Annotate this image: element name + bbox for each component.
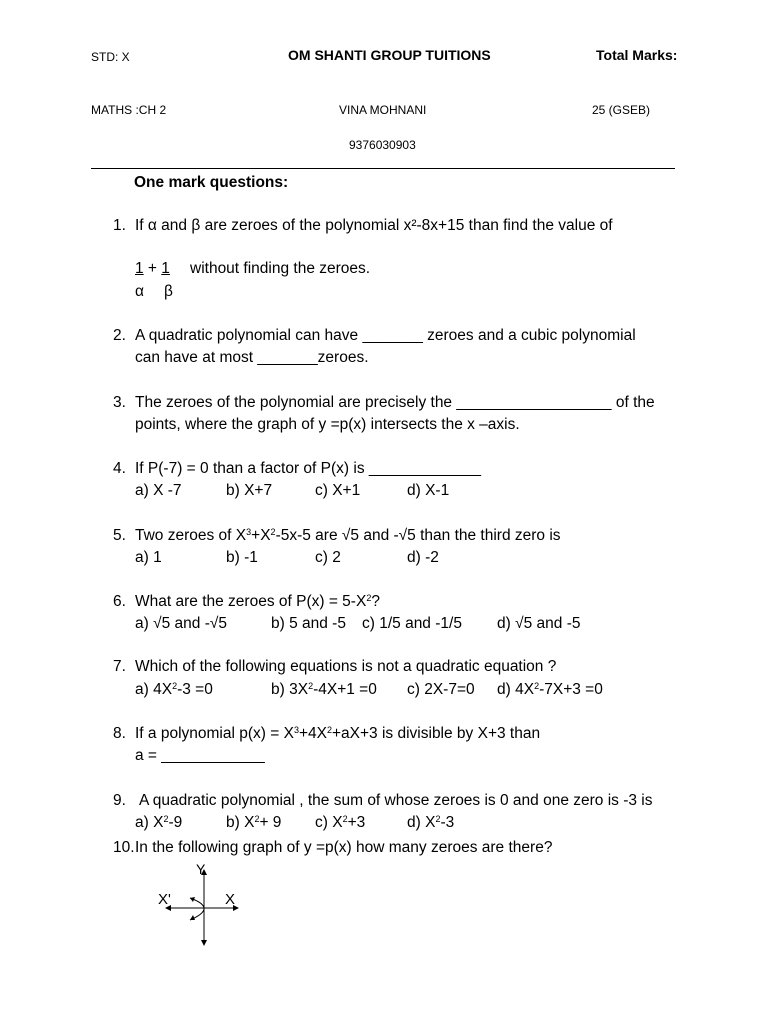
option-c: c) 2X-7=0	[407, 681, 475, 698]
question-8-line2: a = ____________	[135, 747, 265, 764]
x-label: X	[225, 891, 236, 908]
option-b: b) $3X^2-4X+1 =0$	[271, 681, 377, 698]
option-d: d) -2	[407, 549, 439, 566]
divider-line	[91, 168, 675, 169]
y-axis-arrow-down	[201, 940, 207, 946]
option-c: c) 1/5 and -1/5	[362, 615, 462, 632]
option-d: d) $X^2-3$	[407, 814, 455, 831]
graph-figure	[150, 860, 250, 950]
option-d: d) $4X^2-7X+3 =0$	[497, 681, 603, 698]
question-2-line2: can have at most _______zeroes.	[135, 349, 369, 366]
option-c: c) 2	[315, 549, 341, 566]
section-title: One mark questions:	[134, 174, 289, 191]
phone-number: 9376030903	[349, 138, 416, 152]
option-a: a) 1	[135, 549, 162, 566]
question-1-tail: without finding the zeroes.	[190, 260, 371, 277]
option-a: a) √5 and -√5	[135, 615, 227, 632]
graph-svg	[150, 860, 250, 950]
subject-label: MATHS :CH 2	[91, 103, 167, 117]
teacher-name: VINA MOHNANI	[339, 103, 427, 117]
marks-value: 25 (GSEB)	[592, 103, 651, 117]
total-marks-label: Total Marks:	[596, 47, 678, 63]
y-label: Y	[196, 861, 206, 877]
option-b: b) 5 and -5	[271, 615, 346, 632]
option-a: a) X -7	[135, 482, 182, 499]
option-b: b) X+7	[226, 482, 273, 499]
option-c: c) $X^2+3$	[315, 814, 366, 831]
option-a: a) $X^2-9$	[135, 814, 183, 831]
question-3-line2: points, where the graph of y =p(x) intersects the x –axis.	[135, 416, 520, 433]
question-1-expression: 1 + 1	[135, 260, 170, 277]
org-title: OM SHANTI GROUP TUITIONS	[288, 47, 491, 63]
option-d: d) X-1	[407, 482, 450, 499]
std-label: STD: X	[91, 50, 130, 64]
question-1-den1: α	[135, 283, 144, 300]
option-d: d) √5 and -5	[497, 615, 581, 632]
option-b: b) -1	[226, 549, 258, 566]
x-neg-label: X'	[158, 891, 171, 908]
option-b: b) $X^2+ 9$	[226, 814, 282, 831]
question-1-den2: β	[164, 283, 173, 300]
option-a: a) $4X^2-3 =0$	[135, 681, 213, 698]
option-c: c) X+1	[315, 482, 361, 499]
